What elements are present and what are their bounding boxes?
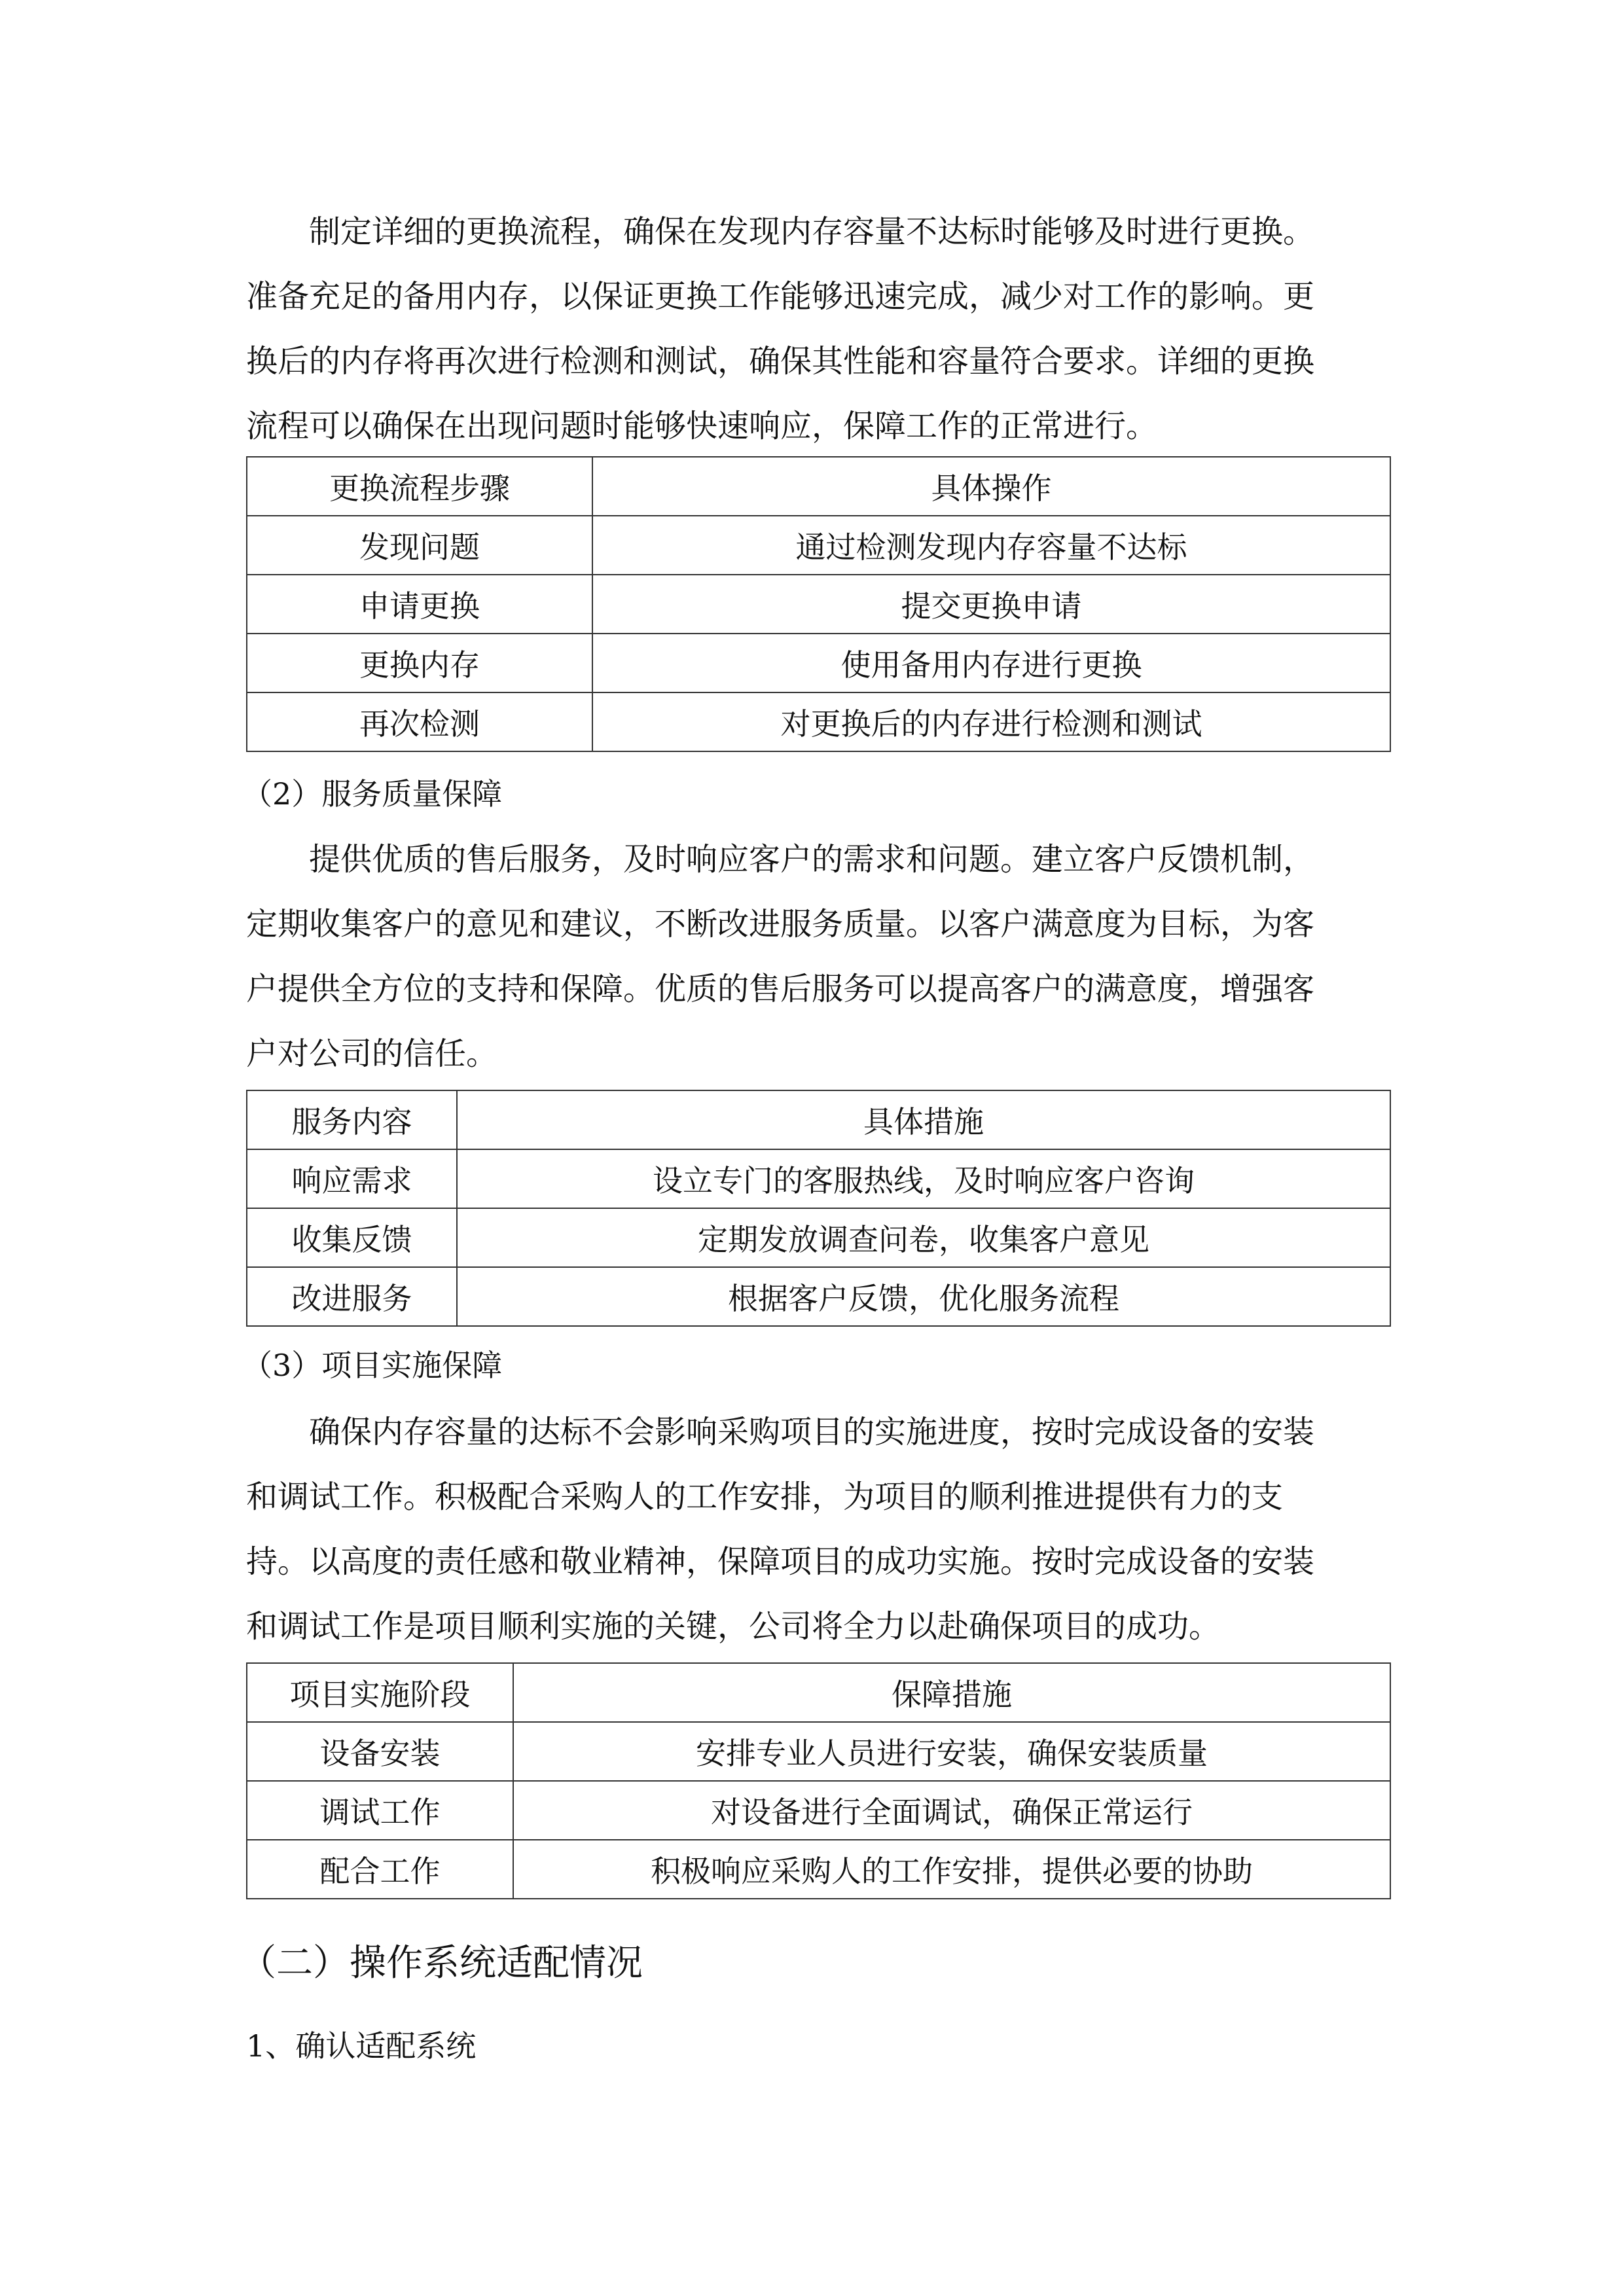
text-line: 确保内存容量的达标不会影响采购项目的实施进度，按时完成设备的安装 <box>309 1414 1315 1450</box>
table-cell: 安排专业人员进行安装，确保安装质量 <box>513 1722 1390 1781</box>
table-row <box>247 1781 1390 1840</box>
text-line: 制定详细的更换流程，确保在发现内存容量不达标时能够及时进行更换。 <box>309 213 1315 250</box>
text-line: 户对公司的信任。 <box>246 1035 498 1072</box>
text-line: 定期收集客户的意见和建议，不断改进服务质量。以客户满意度为目标，为客 <box>246 906 1315 942</box>
table-cell: 根据客户反馈，优化服务流程 <box>457 1267 1390 1326</box>
table-cell: 调试工作 <box>247 1781 513 1840</box>
table-cell: 响应需求 <box>247 1149 457 1208</box>
text-line: 准备充足的备用内存，以保证更换工作能够迅速完成，减少对工作的影响。更 <box>246 278 1315 315</box>
table-row <box>247 1208 1390 1267</box>
table-cell: 改进服务 <box>247 1267 457 1326</box>
subsection-title-project-implementation: （3）项目实施保障 <box>242 1348 503 1383</box>
table-cell: 对设备进行全面调试，确保正常运行 <box>513 1781 1390 1840</box>
table-row <box>247 1840 1390 1899</box>
table-header-row <box>247 457 1390 516</box>
table-row <box>247 1267 1390 1326</box>
table-cell: 通过检测发现内存容量不达标 <box>592 516 1390 575</box>
text-line: 和调试工作是项目顺利实施的关键，公司将全力以赴确保项目的成功。 <box>246 1608 1221 1645</box>
table-cell: 积极响应采购人的工作安排，提供必要的协助 <box>513 1840 1390 1899</box>
table-cell: 配合工作 <box>247 1840 513 1899</box>
table-header-row <box>247 1663 1390 1722</box>
table-row <box>247 575 1390 634</box>
section-heading: （二）操作系统适配情况 <box>240 1942 643 1984</box>
text-line: 提供优质的售后服务，及时响应客户的需求和问题。建立客户反馈机制， <box>309 841 1315 878</box>
table-cell: 申请更换 <box>247 575 592 634</box>
table-header-cell: 保障措施 <box>513 1663 1390 1722</box>
table-header-cell: 具体操作 <box>592 457 1390 516</box>
subsection-title-service-quality: （2）服务质量保障 <box>242 776 503 812</box>
table-project-implementation <box>246 1662 1391 1899</box>
table-cell: 定期发放调查问卷，收集客户意见 <box>457 1208 1390 1267</box>
table-cell: 设备安装 <box>247 1722 513 1781</box>
paragraph-service-quality <box>246 827 1393 1086</box>
paragraph-replacement-process <box>246 200 1393 459</box>
table-row <box>247 634 1390 692</box>
table-row <box>247 692 1390 751</box>
table-row <box>247 1149 1390 1208</box>
text-line: 流程可以确保在出现问题时能够快速响应，保障工作的正常进行。 <box>246 408 1158 444</box>
table-cell: 再次检测 <box>247 692 592 751</box>
table-header-row <box>247 1090 1390 1149</box>
table-cell: 发现问题 <box>247 516 592 575</box>
table-header-cell: 更换流程步骤 <box>247 457 592 516</box>
table-row <box>247 516 1390 575</box>
table-cell: 提交更换申请 <box>592 575 1390 634</box>
table-header-cell: 具体措施 <box>457 1090 1390 1149</box>
table-cell: 设立专门的客服热线，及时响应客户咨询 <box>457 1149 1390 1208</box>
table-cell: 对更换后的内存进行检测和测试 <box>592 692 1390 751</box>
text-line: 户提供全方位的支持和保障。优质的售后服务可以提高客户的满意度，增强客 <box>246 971 1315 1007</box>
text-line: 换后的内存将再次进行检测和测试，确保其性能和容量符合要求。详细的更换 <box>246 343 1315 380</box>
table-service-quality <box>246 1090 1391 1327</box>
table-row <box>247 1722 1390 1781</box>
table-cell: 使用备用内存进行更换 <box>592 634 1390 692</box>
table-cell: 收集反馈 <box>247 1208 457 1267</box>
text-line: 和调试工作。积极配合采购人的工作安排，为项目的顺利推进提供有力的支 <box>246 1479 1284 1515</box>
table-header-cell: 服务内容 <box>247 1090 457 1149</box>
table-cell: 更换内存 <box>247 634 592 692</box>
subsection-heading: 1、确认适配系统 <box>246 2028 477 2064</box>
text-line: 持。以高度的责任感和敬业精神，保障项目的成功实施。按时完成设备的安装 <box>246 1543 1315 1580</box>
paragraph-project-implementation <box>246 1400 1393 1659</box>
table-header-cell: 项目实施阶段 <box>247 1663 513 1722</box>
table-replacement-process <box>246 456 1391 752</box>
